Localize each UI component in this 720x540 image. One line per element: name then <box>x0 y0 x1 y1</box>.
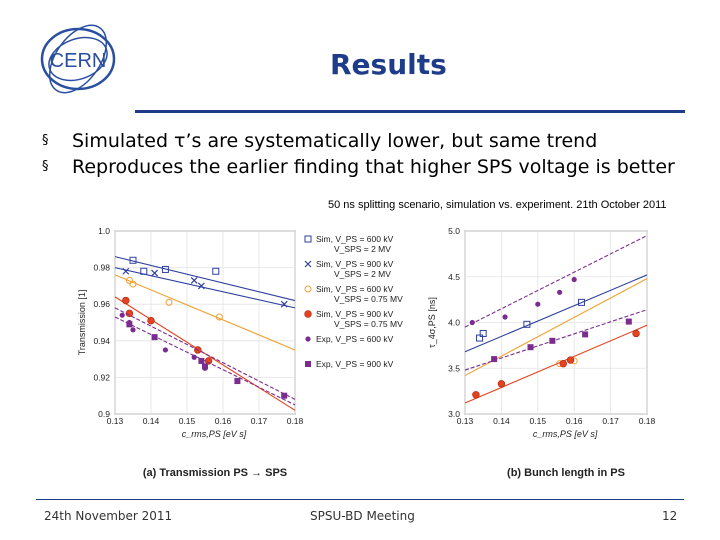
footer-date: 24th November 2011 <box>44 509 173 523</box>
x-tick-label: 0.16 <box>214 416 232 426</box>
data-point <box>205 358 212 365</box>
data-point <box>535 302 540 307</box>
legend-marker <box>305 236 311 242</box>
y-tick-label: 0.98 <box>93 262 110 273</box>
y-axis-label: τ_4σ,PS [ns] <box>427 297 437 348</box>
x-tick-label: 0.17 <box>602 416 619 426</box>
legend-label: Exp, V_PS = 900 kV <box>316 359 394 369</box>
data-point <box>473 391 480 398</box>
bullet-text: Reproduces the earlier finding that higher SPS voltage is better <box>72 156 675 178</box>
figure-caption: 50 ns splitting scenario, simulation vs. experiment. 21th October 2011 <box>328 199 667 211</box>
page-title: Results <box>330 48 447 81</box>
y-axis-label: Transmission [1] <box>77 289 87 356</box>
legend-label: Sim, V_PS = 600 kV <box>316 284 394 294</box>
data-point <box>560 360 567 367</box>
data-point <box>152 270 158 276</box>
x-tick-label: 0.14 <box>142 416 160 426</box>
legend-label: V_SPS = 2 MV <box>334 269 391 279</box>
legend-label: V_SPS = 0.75 MV <box>334 294 403 304</box>
bullet-item <box>42 154 692 180</box>
data-point <box>477 335 483 341</box>
fit-line <box>115 268 295 308</box>
legend-marker <box>305 361 311 367</box>
data-point <box>281 393 287 399</box>
legend-label: Sim, V_PS = 600 kV <box>316 234 394 244</box>
legend-marker <box>305 311 312 318</box>
plot-frame <box>115 231 295 414</box>
panel-caption: (a) Transmission PS → SPS <box>142 467 288 479</box>
data-point <box>234 378 240 384</box>
x-tick-label: 0.18 <box>286 416 304 426</box>
panel-caption: (b) Bunch length in PS <box>507 467 625 479</box>
data-point <box>491 356 497 362</box>
legend-marker <box>305 286 311 292</box>
bullet-list <box>42 128 692 180</box>
data-point <box>152 334 158 340</box>
fit-line <box>465 325 647 403</box>
data-point <box>148 317 155 324</box>
legend-marker <box>305 336 310 341</box>
bullet-marker: § <box>42 159 49 174</box>
cern-logo-text: CERN <box>49 50 107 72</box>
data-point <box>126 321 132 327</box>
footer-rule <box>36 499 684 500</box>
data-point <box>130 327 135 332</box>
fit-line <box>115 297 295 410</box>
data-point <box>572 277 577 282</box>
legend-label: V_SPS = 2 MV <box>334 244 391 254</box>
x-axis-label: c_rms,PS [eV s] <box>181 429 247 439</box>
fit-line <box>115 257 295 301</box>
data-point <box>470 320 475 325</box>
x-axis-label: c_rms,PS [eV s] <box>532 429 598 439</box>
page-number: 12 <box>662 509 678 523</box>
x-tick-label: 0.13 <box>456 416 474 426</box>
y-tick-label: 3.0 <box>448 409 460 419</box>
x-tick-label: 0.18 <box>638 416 656 426</box>
legend-label: Sim, V_PS = 900 kV <box>316 309 394 319</box>
y-tick-label: 0.9 <box>98 409 110 419</box>
y-tick-label: 3.5 <box>448 363 460 374</box>
x-tick-label: 0.14 <box>493 416 510 426</box>
data-point <box>120 313 125 318</box>
data-point <box>557 290 562 295</box>
data-point <box>549 338 555 344</box>
data-point <box>192 355 197 360</box>
data-point <box>502 314 507 319</box>
footer-meeting: SPSU-BD Meeting <box>310 509 415 523</box>
legend-label: Sim, V_PS = 900 kV <box>316 259 394 269</box>
y-tick-label: 4.5 <box>448 271 460 282</box>
data-point <box>198 358 204 364</box>
data-point <box>528 344 534 350</box>
results-figure <box>77 220 675 488</box>
x-tick-label: 0.17 <box>250 416 268 426</box>
data-point <box>633 330 640 337</box>
bullet-marker: § <box>42 133 49 148</box>
x-tick-label: 0.15 <box>178 416 196 426</box>
data-point <box>498 380 505 387</box>
data-point <box>480 330 486 336</box>
legend-marker <box>305 261 311 267</box>
data-point <box>163 347 168 352</box>
y-tick-label: 0.92 <box>93 372 110 383</box>
data-point <box>126 310 133 317</box>
legend-label: V_SPS = 0.75 MV <box>334 319 403 329</box>
y-tick-label: 1.0 <box>98 226 110 236</box>
y-tick-label: 0.94 <box>93 335 110 346</box>
bullet-item <box>42 128 692 154</box>
data-point <box>202 363 208 369</box>
x-tick-label: 0.16 <box>565 416 583 426</box>
y-tick-label: 4.0 <box>448 317 460 328</box>
data-point <box>567 357 574 364</box>
data-point <box>122 297 129 304</box>
legend-label: Exp, V_PS = 600 kV <box>316 334 394 344</box>
y-tick-label: 5.0 <box>448 226 460 236</box>
data-point <box>582 331 588 337</box>
cern-logo <box>28 14 138 104</box>
fit-line <box>115 275 295 350</box>
title-underline <box>135 110 685 113</box>
data-point <box>213 268 219 274</box>
x-tick-label: 0.15 <box>529 416 547 426</box>
data-point <box>123 268 129 274</box>
data-point <box>191 277 197 283</box>
y-tick-label: 0.96 <box>93 299 110 310</box>
data-point <box>626 319 632 325</box>
x-tick-label: 0.13 <box>106 416 124 426</box>
bullet-text: Simulated τ’s are systematically lower, but same trend <box>72 130 598 152</box>
